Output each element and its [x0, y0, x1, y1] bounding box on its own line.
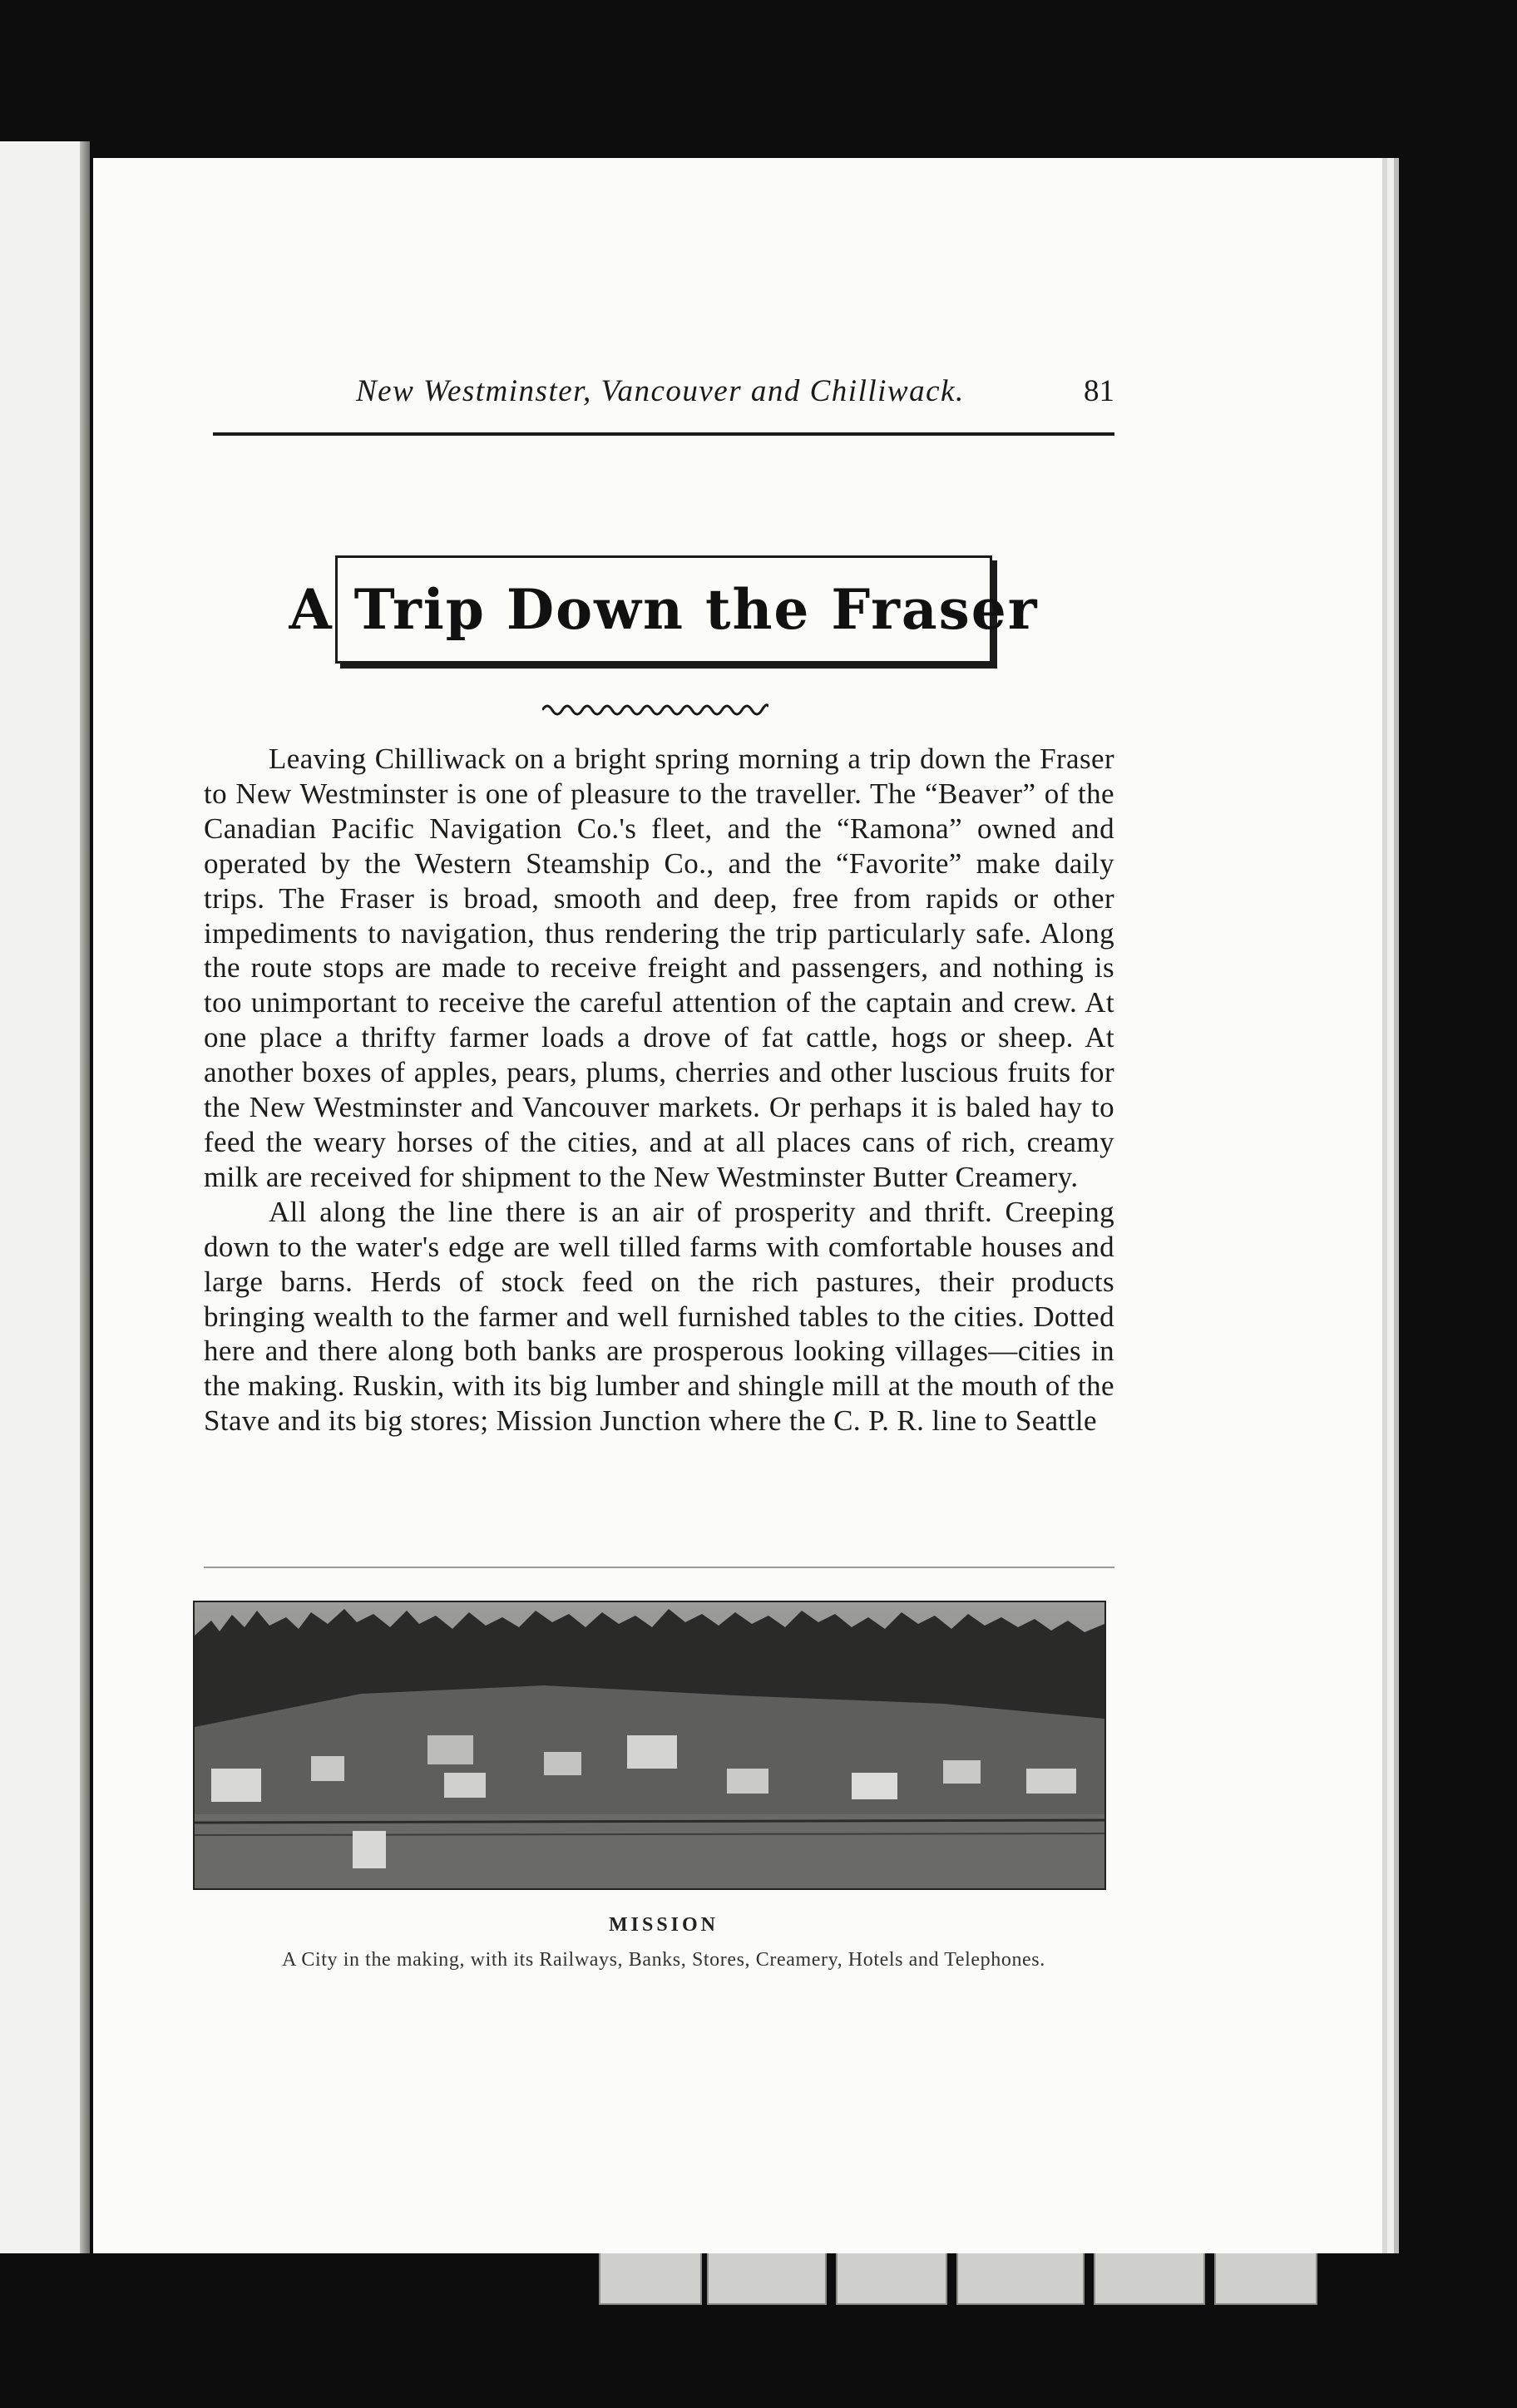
page-tab	[1214, 2253, 1317, 2305]
paragraph: All along the line there is an air of prosperity and thrift. Creeping down to the water's edge are well tilled farms with comfortable houses and large barns. Herds of stock feed on the rich pastures, their products bringing wealth to the farmer and well furnished tables to the cities. Dotted here and there along both banks are prosperous looking villages—cities in the making. Ruskin, with its big lumber and shingle mill at the mouth of the Stave and its big stores; Mission Junction where the C. P. R. line to Seattle	[204, 1195, 1114, 1438]
mission-photo	[193, 1601, 1106, 1890]
running-head	[213, 370, 1114, 420]
page-tabs	[599, 2253, 1381, 2312]
page-tab	[1094, 2253, 1205, 2305]
wavy-ornament	[542, 697, 768, 717]
page-tab	[707, 2253, 827, 2305]
article-title-box	[289, 555, 1039, 664]
page-tab	[599, 2253, 702, 2305]
separator-rule	[204, 1567, 1114, 1568]
header-rule	[213, 432, 1114, 436]
facing-page-edge	[0, 141, 90, 2253]
article-title: A Trip Down the Fraser	[289, 577, 1039, 642]
page-number: 81	[1084, 374, 1114, 408]
page-tab	[956, 2253, 1085, 2305]
page-tab	[836, 2253, 947, 2305]
photo-caption-title: MISSION	[608, 1914, 719, 1936]
photo-caption-text: A City in the making, with its Railways, Banks, Stores, Creamery, Hotels and Telephones.	[282, 1949, 1045, 1971]
article-body	[204, 742, 1114, 1438]
paragraph: Leaving Chilliwack on a bright spring morning a trip down the Fraser to New Westminster is one of pleasure to the traveller. The “Beaver” of the Canadian Pacific Navigation Co.'s fleet, and the “Ramona” owned and operated by the Western Steamship Co., and the “Favorite” make daily trips. The Fraser is broad, smooth and deep, free from rapids or other impediments to navigation, thus rendering the trip particularly safe. Along the route stops are made to receive freight and passengers, and nothing is too unimportant to receive the careful attention of the captain and crew. At one place a thrifty farmer loads a drove of fat cattle, hogs or sheep. At another boxes of apples, pears, plums, cherries and other luscious fruits for the New Westminster and Vancouver markets. Or perhaps it is baled hay to feed the weary horses of the cities, and at all places cans of rich, creamy milk are received for shipment to the New Westminster Butter Creamery.	[204, 743, 1114, 1193]
running-head-title: New Westminster, Vancouver and Chilliwack.	[356, 374, 965, 408]
